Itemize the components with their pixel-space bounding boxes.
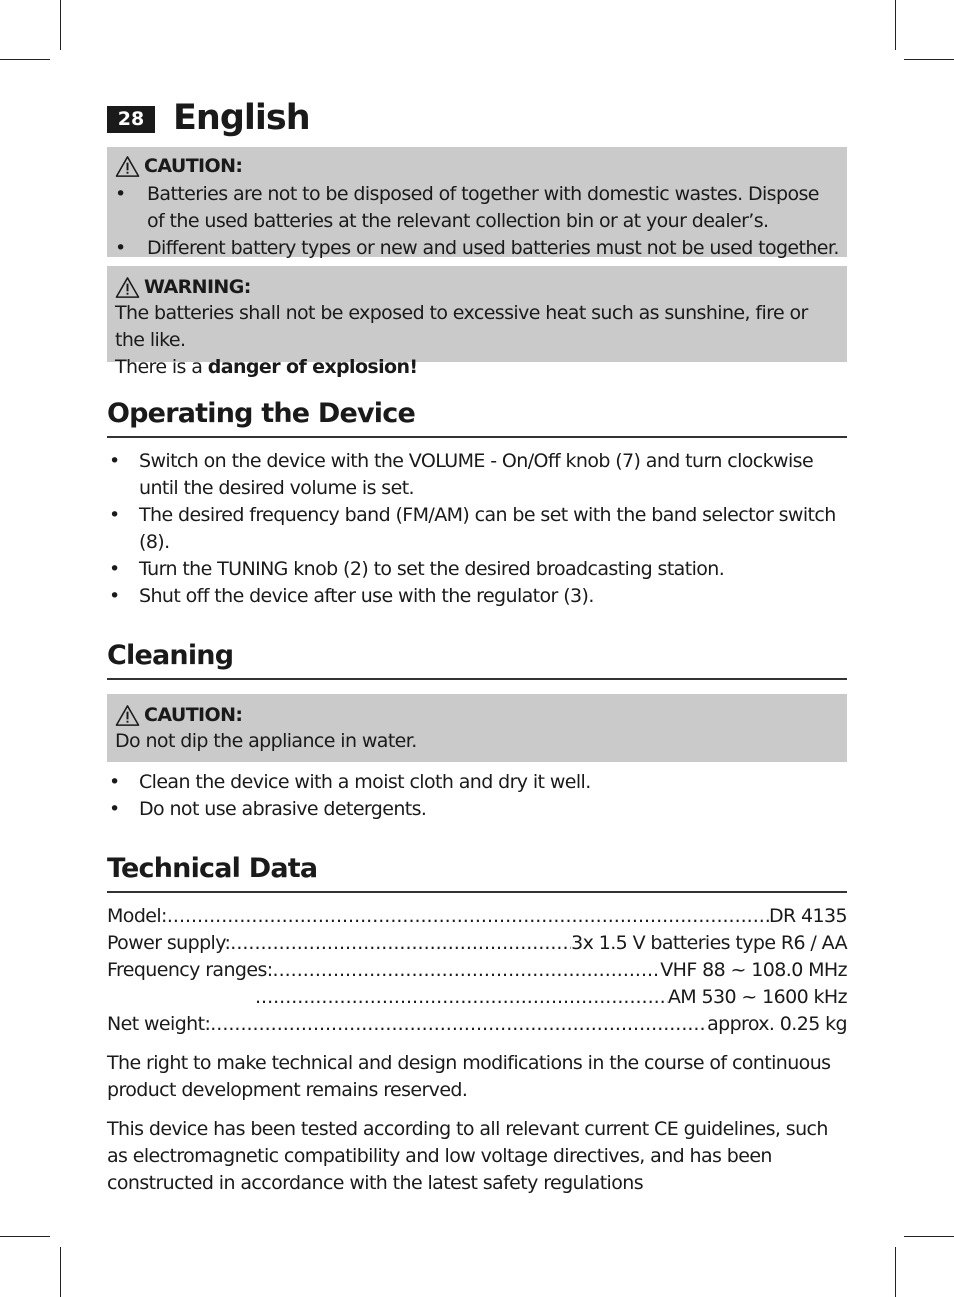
ce-compliance-note: This device has been tested according to all relevant current CE guidelines, such as electromagnetic compatibility and low voltage directives, and has been constructed in accordance with the latest safety regulations <box>107 1118 828 1194</box>
spec-value: DR 4135 <box>768 905 847 927</box>
spec-leader <box>167 903 769 930</box>
warning-danger-emphasis: danger of explosion! <box>207 356 418 378</box>
spec-leader <box>230 930 571 957</box>
spec-value: AM 530 ~ 1600 kHz <box>667 986 847 1008</box>
crop-mark <box>904 59 954 60</box>
crop-mark <box>895 1247 896 1297</box>
caution-text: Do not dip the appliance in water. <box>115 730 417 752</box>
crop-mark <box>904 1236 954 1237</box>
crop-mark <box>0 1236 50 1237</box>
section-title-technical: Technical Data <box>107 851 847 893</box>
spec-label: Frequency ranges: <box>107 959 273 981</box>
spec-value: VHF 88 ~ 108.0 MHz <box>660 959 847 981</box>
warning-heading <box>115 274 839 300</box>
list-item: • Different battery types or new and used batteries must not be used together. <box>115 235 839 262</box>
list-item: • Clean the device with a moist cloth and dry it well. <box>107 769 847 796</box>
spec-row-model <box>107 903 847 930</box>
list-item: • Batteries are not to be disposed of together with domestic wastes. Dispose of the used batteries at the relevant collection bin or at your dealer’s. <box>115 181 839 235</box>
spec-row-frequency-am <box>107 984 847 1011</box>
caution-heading <box>115 153 839 179</box>
battery-warning-box <box>107 266 847 378</box>
caution-list <box>115 181 839 262</box>
spec-value: 3x 1.5 V batteries type R6 / AA <box>571 932 847 954</box>
language-title: English <box>173 98 310 138</box>
list-item: • Switch on the device with the VOLUME - On/Off knob (7) and turn clockwise until the desired volume is set. <box>107 448 847 502</box>
battery-caution-box <box>107 147 847 257</box>
page-content <box>107 96 847 1197</box>
crop-mark <box>895 0 896 50</box>
list-item: • The desired frequency band (FM/AM) can be set with the band selector switch (8). <box>107 502 847 556</box>
caution-heading <box>115 702 839 728</box>
list-item: • Do not use abrasive detergents. <box>107 796 847 823</box>
spec-label: Model: <box>107 905 167 927</box>
spec-row-weight <box>107 1011 847 1038</box>
cleaning-list <box>107 769 847 823</box>
list-item: • Turn the TUNING knob (2) to set the desired broadcasting station. <box>107 556 847 583</box>
warning-danger-prefix: There is a <box>115 356 208 378</box>
spec-leader <box>255 984 668 1011</box>
section-title-operating: Operating the Device <box>107 396 847 438</box>
warning-title: WARNING: <box>144 276 251 298</box>
caution-title: CAUTION: <box>144 155 243 177</box>
spec-table <box>107 903 847 1038</box>
modification-note: The right to make technical and design modifications in the course of continuous product development remains reserved. <box>107 1052 831 1101</box>
operating-list <box>107 448 847 610</box>
crop-mark <box>60 1247 61 1297</box>
section-title-cleaning: Cleaning <box>107 638 847 680</box>
spec-leader <box>210 1011 707 1038</box>
crop-mark <box>60 0 61 50</box>
spec-value: approx. 0.25 kg <box>707 1013 847 1035</box>
spec-label: Net weight: <box>107 1013 211 1035</box>
spec-label: Power supply: <box>107 932 231 954</box>
warning-triangle-icon <box>115 276 140 299</box>
list-item: • Shut off the device after use with the regulator (3). <box>107 583 847 610</box>
spec-row-power <box>107 930 847 957</box>
cleaning-caution-box <box>107 694 847 762</box>
crop-mark <box>0 59 50 60</box>
warning-triangle-icon <box>115 704 140 727</box>
page-number: 28 <box>107 106 155 133</box>
warning-text: The batteries shall not be exposed to excessive heat such as sunshine, fire or the like. <box>115 302 808 351</box>
caution-title: CAUTION: <box>144 704 243 726</box>
spec-row-frequency <box>107 957 847 984</box>
page-header <box>107 96 847 140</box>
warning-danger-line <box>115 354 839 381</box>
spec-leader <box>273 957 661 984</box>
warning-triangle-icon <box>115 155 140 178</box>
